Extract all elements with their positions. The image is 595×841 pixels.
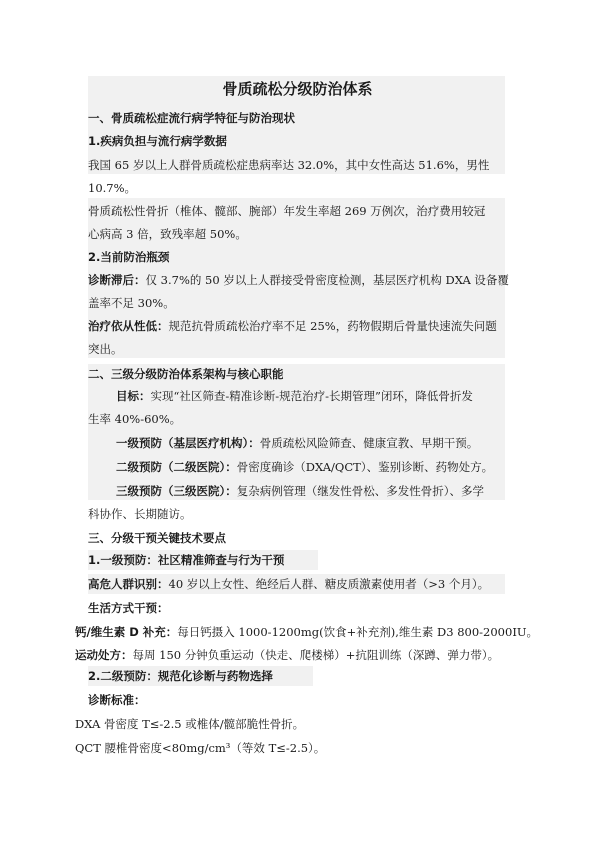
term-text: 实现“社区筛查-精准诊断-规范治疗-长期管理”闭环，降低骨折发 [150,389,473,403]
paragraph-line [75,624,538,640]
term-text: 每周 150 分钟负重运动（快走、爬楼梯）+抗阻训练（深蹲、弹力带）。 [132,648,500,662]
paragraph-line: QCT 腰椎骨密度<80mg/cm³（等效 T≤-2.5）。 [75,741,326,755]
shaded-block [88,364,505,500]
term-text: 仅 3.7%的 50 岁以上人群接受骨密度检测，基层医疗机构 DXA 设备覆 [145,273,509,287]
term-text: 规范抗骨质疏松治疗率不足 25%，药物假期后骨量快速流失问题 [168,319,497,333]
term-label: 三级预防（三级医院）： [116,484,237,498]
paragraph-line: 心病高 3 倍，致残率超 50%。 [88,227,247,241]
paragraph-line: DXA 骨密度 T≤-2.5 或椎体/髋部脆性骨折。 [75,717,305,731]
section-heading: 二、三级分级防治体系架构与核心职能 [88,367,284,381]
paragraph-line [116,459,493,475]
term-text: 骨质疏松风险筛查、健康宣教、早期干预。 [259,436,479,450]
section-heading: 一、骨质疏松症流行病学特征与防治现状 [88,111,295,125]
paragraph-line: 骨质疏松性骨折（椎体、髋部、腕部）年发生率超 269 万例次，治疗费用较冠 [88,204,486,218]
term-label: 一级预防（基层医疗机构）： [116,436,260,450]
subsection-heading: 2.二级预防：规范化诊断与药物选择 [88,669,273,683]
term-label: 钙/维生素 D 补充： [75,625,178,639]
paragraph-line: 科协作、长期随访。 [88,507,192,521]
term-label: 高危人群识别： [88,577,169,591]
term-text: 复杂病例管理（继发性骨松、多发性骨折）、多学 [236,484,484,498]
paragraph-line: 突出。 [88,342,123,356]
subsection-heading: 2.当前防治瓶颈 [88,250,170,264]
paragraph-line [88,272,509,288]
term-text: 每日钙摄入 1000-1200mg(饮食+补充剂),维生素 D3 800-2000IU。 [177,625,539,639]
subsection-heading: 1.疾病负担与流行病学数据 [88,134,227,148]
term-text: 骨密度确诊（DXA/QCT）、鉴别诊断、药物处方。 [236,460,494,474]
subsection-heading: 1.一级预防：社区精准筛查与行为干预 [88,553,285,567]
paragraph-line: 10.7%。 [88,181,137,195]
paragraph-line [88,576,489,592]
term-label: 运动处方： [75,648,133,662]
paragraph-line: 生率 40%-60%。 [88,412,182,426]
term-label: 目标： [116,389,151,403]
paragraph-line [116,388,473,404]
page-title: 骨质疏松分级防治体系 [222,80,373,98]
paragraph-line: 盖率不足 30%。 [88,296,175,310]
paragraph-line [116,435,478,451]
paragraph-line [116,483,484,499]
term-label: 诊断标准： [88,693,146,707]
term-label: 诊断滞后： [88,273,146,287]
section-heading: 三、分级干预关键技术要点 [88,531,226,545]
term-text: 40 岁以上女性、绝经后人群、糖皮质激素使用者（>3 个月）。 [168,577,490,591]
term-label: 二级预防（二级医院）： [116,460,237,474]
term-label: 生活方式干预： [88,601,169,615]
paragraph-line: 我国 65 岁以上人群骨质疏松症患病率达 32.0%，其中女性高达 51.6%，男性 [88,158,490,172]
paragraph-line [75,647,499,663]
paragraph-line [88,318,497,334]
term-label: 治疗依从性低： [88,319,169,333]
